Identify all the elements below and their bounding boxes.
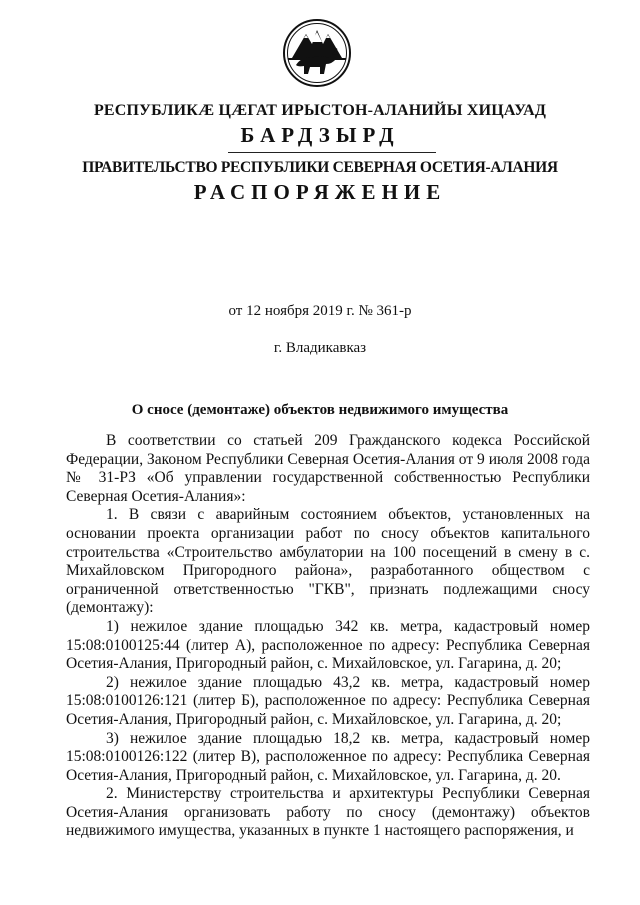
- russian-document-type: РАСПОРЯЖЕНИЕ: [193, 180, 447, 204]
- ossetian-document-type: БАРДЗЫРД: [240, 123, 400, 147]
- document-date-number: от 12 ноября 2019 г. № 361-р: [228, 303, 412, 319]
- subitem-2-paragraph: 2) нежилое здание площадью 43,2 кв. метра, кадастровый номер 15:08:0100126:121 (литер Б), расположенное по адресу: Республика Северная Осетия-Алания, Пригородный район, с. Михайловское, ул. Гагарина, д. 20;: [66, 673, 590, 728]
- document-city: г. Владикавказ: [273, 340, 367, 356]
- intro-paragraph: В соответствии со статьей 209 Гражданского кодекса Российской Федерации, Законом Республики Северная Осетия-Алания от 9 июля 2008 года № 31-РЗ «Об управлении государственной собственностью Республики Северная Осетия-Алания»:: [66, 432, 590, 505]
- header-divider: [228, 152, 436, 153]
- coat-of-arms-icon: [282, 18, 352, 88]
- ossetian-government-name: РЕСПУБЛИКӔ ЦӔГАТ ИРЫСТОН-АЛАНИЙЫ ХИЦАУАД: [93, 102, 547, 119]
- document-body: [66, 432, 590, 841]
- item-2-paragraph: 2. Министерству строительства и архитектуры Республики Северная Осетия-Алания организовать работу по сносу (демонтажу) объектов недвижимого имущества, указанных в пункте 1 настоящего распоряжения, и: [66, 785, 590, 840]
- document-subject: О сносе (демонтаже) объектов недвижимого имущества: [131, 402, 509, 418]
- item-1-paragraph: 1. В связи с аварийным состоянием объектов, установленных на основании проекта организации работ по сносу объектов капитального строительства «Строительство амбулатории на 100 посещений в смену в с. Михайловском Пригородного района», разработанного обществом с ограниченной ответственностью "ГКВ", признать подлежащими сносу (демонтажу):: [66, 506, 590, 617]
- subitem-3-paragraph: 3) нежилое здание площадью 18,2 кв. метра, кадастровый номер 15:08:0100126:122 (литер В), расположенное по адресу: Республика Северная Осетия-Алания, Пригородный район, с. Михайловское, ул. Гагарина, д. 20.: [66, 729, 590, 784]
- subitem-1-paragraph: 1) нежилое здание площадью 342 кв. метра, кадастровый номер 15:08:0100125:44 (литер А), расположенное по адресу: Республика Северная Осетия-Алания, Пригородный район, с. Михайловское, ул. Гагарина, д. 20;: [66, 617, 590, 673]
- russian-government-name: ПРАВИТЕЛЬСТВО РЕСПУБЛИКИ СЕВЕРНАЯ ОСЕТИЯ-АЛАНИЯ: [82, 159, 558, 176]
